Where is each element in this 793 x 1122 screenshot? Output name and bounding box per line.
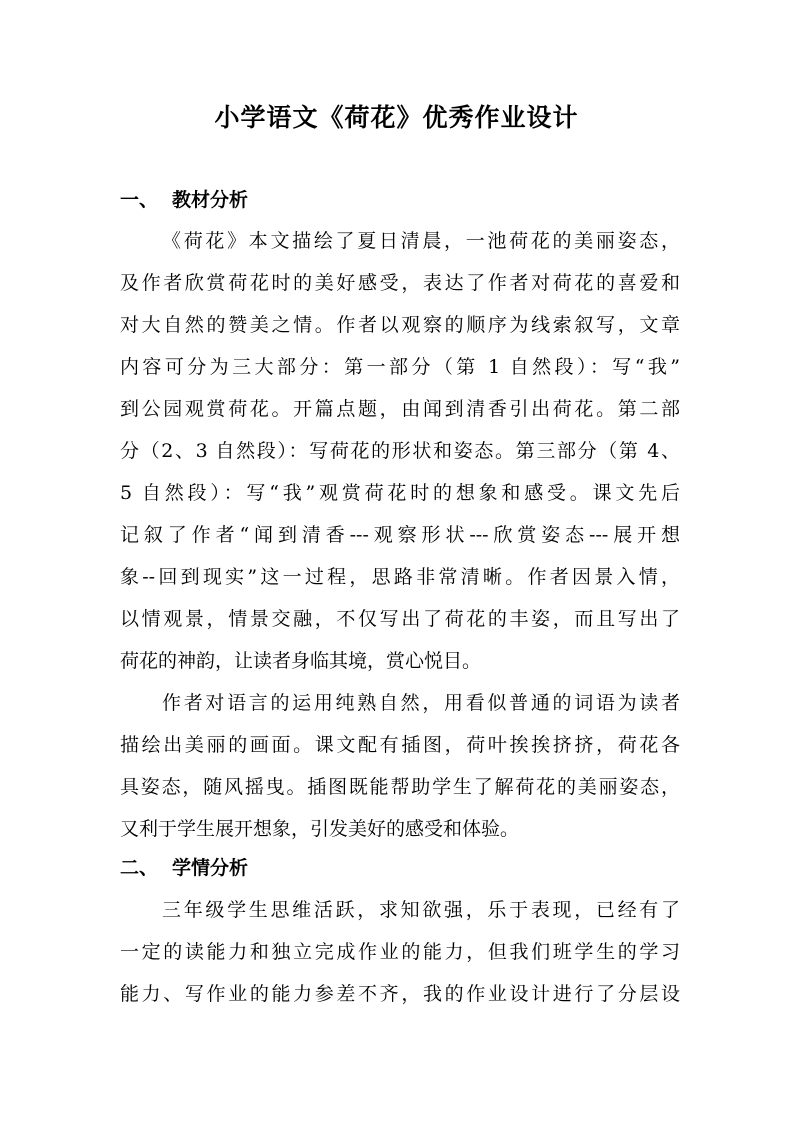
- section-number: 二、: [120, 857, 159, 879]
- paragraph-line: 作者对语言的运用纯熟自然，用看似普通的词语为读者: [162, 692, 680, 714]
- page-title: 小学语文《荷花》优秀作业设计: [214, 103, 579, 132]
- paragraph-line: 三年级学生思维活跃，求知欲强，乐于表现，已经有了: [162, 899, 680, 921]
- paragraph-line: 描绘出美丽的画面。课文配有插图，荷叶挨挨挤挤，荷花各: [120, 734, 680, 756]
- section-number: 一、: [120, 189, 159, 211]
- paragraph-line: 以情观景，情景交融，不仅写出了荷花的丰姿，而且写出了: [120, 608, 680, 630]
- paragraph-line: 荷花的神韵，让读者身临其境，赏心悦目。: [120, 650, 482, 672]
- paragraph-line: 及作者欣赏荷花时的美好感受，表达了作者对荷花的喜爱和: [120, 272, 680, 294]
- paragraph-line: 象--回到现实”这一过程，思路非常清晰。作者因景入情，: [120, 566, 680, 588]
- paragraph-line: 内容可分为三大部分：第一部分（第 1 自然段）：写“我”: [120, 356, 680, 378]
- paragraph-line: 对大自然的赞美之情。作者以观察的顺序为线索叙写，文章: [120, 314, 680, 336]
- paragraph-line: 具姿态，随风摇曳。插图既能帮助学生了解荷花的美丽姿态，: [120, 776, 680, 798]
- paragraph-line: 《荷花》本文描绘了夏日清晨，一池荷花的美丽姿态，: [162, 230, 680, 252]
- paragraph-line: 5 自然段）：写“我”观赏荷花时的想象和感受。课文先后: [120, 482, 680, 504]
- paragraph-line: 记叙了作者“闻到清香---观察形状---欣赏姿态---展开想: [120, 524, 680, 546]
- section-heading-materials: [120, 184, 248, 216]
- paragraph-line: 分（2、3 自然段）：写荷花的形状和姿态。第三部分（第 4、: [120, 440, 680, 462]
- paragraph-line: 到公园观赏荷花。开篇点题，由闻到清香引出荷花。第二部: [120, 398, 680, 420]
- section-title: 学情分析: [172, 857, 249, 879]
- paragraph-line: 一定的读能力和独立完成作业的能力，但我们班学生的学习: [120, 941, 680, 963]
- section-heading-learners: [120, 852, 248, 884]
- paragraph-line: 又利于学生展开想象，引发美好的感受和体验。: [120, 818, 520, 840]
- paragraph-line: 能力、写作业的能力参差不齐，我的作业设计进行了分层设: [120, 983, 680, 1005]
- section-title: 教材分析: [172, 189, 249, 211]
